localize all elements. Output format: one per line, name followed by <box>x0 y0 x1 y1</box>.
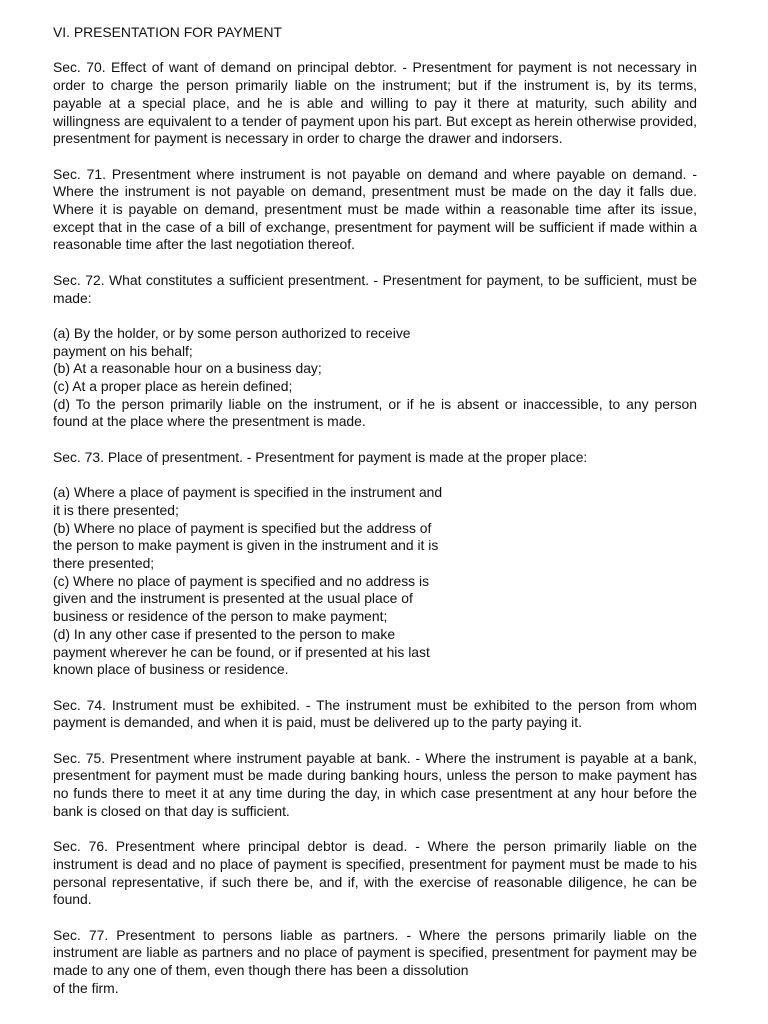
section-73-list-line: known place of business or residence. <box>53 661 289 678</box>
section-77 <box>53 927 697 998</box>
section-72-item-b: (b) At a reasonable hour on a business day; <box>53 360 322 377</box>
section-72-item-a-line-2: payment on his behalf; <box>53 342 193 359</box>
section-72: Sec. 72. What constitutes a sufficient presentment. - Presentment for payment, to be sufficient, must be made: <box>53 271 697 306</box>
section-73-list-line: (c) Where no place of payment is specified and no address is <box>53 572 430 589</box>
section-73-list-line: there presented; <box>53 555 155 571</box>
document-page <box>53 24 697 1015</box>
section-74: Sec. 74. Instrument must be exhibited. - The instrument must be exhibited to the person from whom payment is demanded, and when it is paid, must be delivered up to the party paying it. <box>53 696 697 731</box>
section-72-item-d: (d) To the person primarily liable on the instrument, or if he is absent or inaccessible, to any person found at the place where the presentment is made. <box>53 395 697 430</box>
section-72-list <box>53 325 697 431</box>
section-73-list-line: business or residence of the person to make payment; <box>53 608 388 625</box>
section-73-list-line: (b) Where no place of payment is specified but the address of <box>53 519 432 536</box>
section-73-list-line: the person to make payment is given in the instrument and it is <box>53 537 439 554</box>
section-75: Sec. 75. Presentment where instrument payable at bank. - Where the instrument is payable at a bank, presentment for payment must be made during banking hours, unless the person to make payment has no funds there to meet it at any time during the day, in which case presentment at any hour before the bank is closed on that day is sufficient. <box>53 749 697 819</box>
section-72-item-c: (c) At a proper place as herein defined; <box>53 378 293 394</box>
section-71: Sec. 71. Presentment where instrument is not payable on demand and where payable on demand. - Where the instrument is not payable on demand, presentment must be made on the day it falls due. Where it is payable on demand, presentment must be made within a reasonable time after its issue, except that in the case of a bill of exchange, presentment for payment will be sufficient if made within a reasonable time after the last negotiation thereof. <box>53 165 697 253</box>
section-77-line-1: Sec. 77. Presentment to persons liable as partners. - Where the persons primarily liable on the instrument are liable as partners and no place of payment is specified, presentment for payment may be made to any one of them, even though there has been a dissolution <box>53 926 697 979</box>
chapter-heading: VI. PRESENTATION FOR PAYMENT <box>53 24 282 40</box>
section-73-list-line: payment wherever he can be found, or if presented at his last <box>53 643 430 660</box>
section-73-list-line: given and the instrument is presented at the usual place of <box>53 590 413 607</box>
section-72-item-a-line-1: (a) By the holder, or by some person authorized to receive <box>53 324 411 341</box>
section-73-list-line: (d) In any other case if presented to the person to make <box>53 625 396 642</box>
section-70: Sec. 70. Effect of want of demand on principal debtor. - Presentment for payment is not necessary in order to charge the person primarily liable on the instrument; but if the instrument is, by its terms, payable at a special place, and he is able and willing to pay it there at maturity, such ability and willingness are equivalent to a tender of payment upon his part. But except as herein otherwise provided, presentment for payment is necessary in order to charge the drawer and indorsers. <box>53 59 697 147</box>
section-76: Sec. 76. Presentment where principal debtor is dead. - Where the person primarily liable on the instrument is dead and no place of payment is specified, presentment for payment must be made to his personal representative, if such there be, and if, with the exercise of reasonable diligence, he can be found. <box>53 838 697 908</box>
section-73-list-line: it is there presented; <box>53 501 179 518</box>
section-77-line-2: of the firm. <box>53 979 119 996</box>
section-73: Sec. 73. Place of presentment. - Presentment for payment is made at the proper place: <box>53 448 588 465</box>
section-73-list-line: (a) Where a place of payment is specified in the instrument and <box>53 484 443 501</box>
section-73-list <box>53 484 697 679</box>
